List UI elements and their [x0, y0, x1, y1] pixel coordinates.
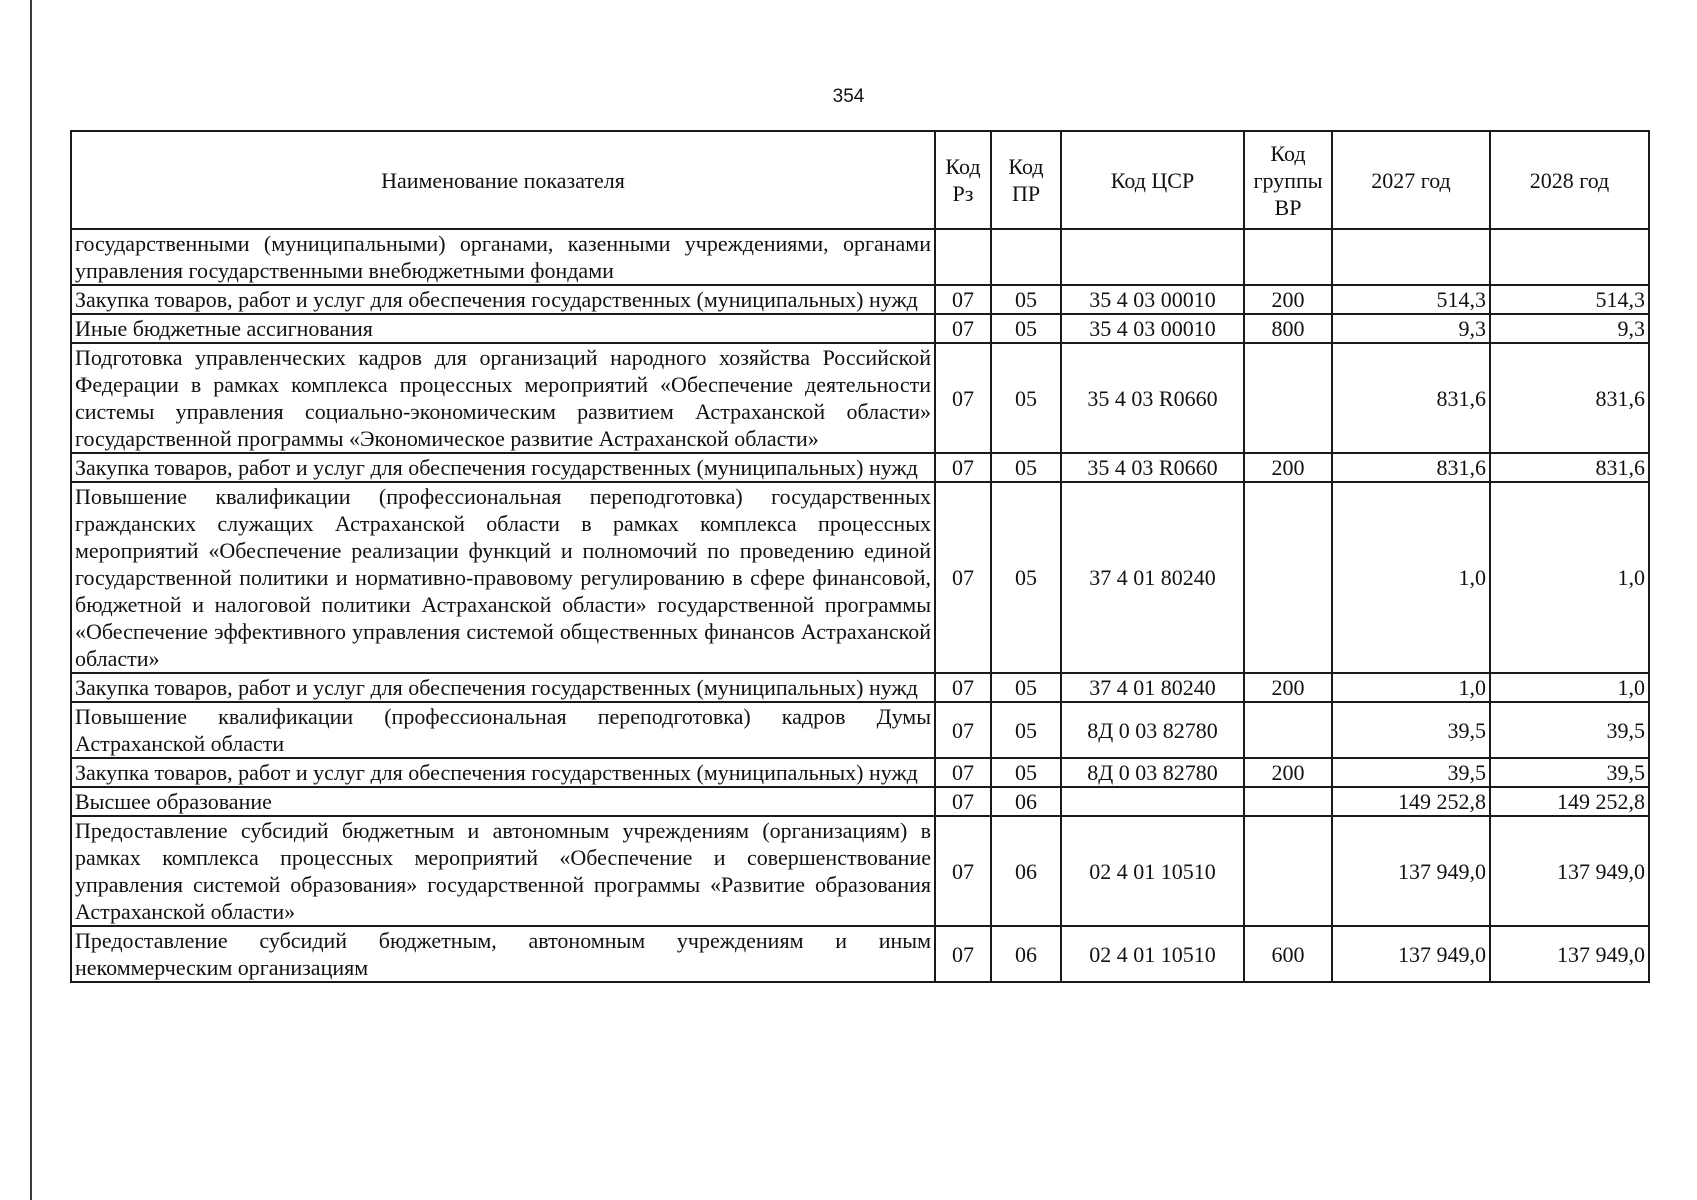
cell-rz: 07 — [935, 285, 991, 314]
budget-table — [70, 130, 1650, 983]
cell-csr: 37 4 01 80240 — [1061, 673, 1244, 702]
cell-vr: 200 — [1244, 758, 1332, 787]
cell-2028: 149 252,8 — [1490, 787, 1649, 816]
cell-csr: 35 4 03 00010 — [1061, 314, 1244, 343]
cell-2028: 9,3 — [1490, 314, 1649, 343]
cell-name: Подготовка управленческих кадров для организаций народного хозяйства Российской Федерации в рамках комплекса процессных мероприятий «Обеспечение деятельности системы управления социально-экономическим развитием Астраханской области» государственной программы «Экономическое развитие Астраханской области» — [71, 343, 935, 453]
table-header-row — [71, 131, 1649, 229]
cell-vr: 200 — [1244, 453, 1332, 482]
table-row — [71, 343, 1649, 453]
cell-rz: 07 — [935, 314, 991, 343]
cell-rz: 07 — [935, 787, 991, 816]
cell-pr: 06 — [991, 816, 1061, 926]
cell-2028: 137 949,0 — [1490, 816, 1649, 926]
cell-csr: 02 4 01 10510 — [1061, 926, 1244, 982]
cell-vr — [1244, 816, 1332, 926]
cell-csr: 37 4 01 80240 — [1061, 482, 1244, 673]
cell-name: Повышение квалификации (профессиональная переподготовка) государственных гражданских служащих Астраханской области в рамках комплекса процессных мероприятий «Обеспечение реализации функций и полномочий по проведению единой государственной политики и нормативно-правовому регулированию в сфере финансовой, бюджетной и налоговой политики Астраханской области» государственной программы «Обеспечение эффективного управления системой общественных финансов Астраханской области» — [71, 482, 935, 673]
table-row — [71, 702, 1649, 758]
scan-edge-line — [30, 0, 32, 1200]
cell-pr: 05 — [991, 673, 1061, 702]
table-row — [71, 229, 1649, 285]
header-csr: Код ЦСР — [1061, 131, 1244, 229]
table-row — [71, 758, 1649, 787]
cell-name: Предоставление субсидий бюджетным и автономным учреждениям (организациям) в рамках комплекса процессных мероприятий «Обеспечение и совершенствование управления системой образования» государственной программы «Развитие образования Астраханской области» — [71, 816, 935, 926]
table-row — [71, 482, 1649, 673]
cell-2027: 137 949,0 — [1332, 926, 1490, 982]
cell-2028 — [1490, 229, 1649, 285]
cell-csr: 02 4 01 10510 — [1061, 816, 1244, 926]
cell-pr: 05 — [991, 482, 1061, 673]
cell-2027: 514,3 — [1332, 285, 1490, 314]
cell-rz: 07 — [935, 453, 991, 482]
cell-2028: 1,0 — [1490, 673, 1649, 702]
cell-name: государственными (муниципальными) органами, казенными учреждениями, органами управления государственными внебюджетными фондами — [71, 229, 935, 285]
table-row — [71, 926, 1649, 982]
cell-name: Предоставление субсидий бюджетным, автономным учреждениям и иным некоммерческим организациям — [71, 926, 935, 982]
cell-2028: 831,6 — [1490, 343, 1649, 453]
cell-name: Закупка товаров, работ и услуг для обеспечения государственных (муниципальных) нужд — [71, 453, 935, 482]
table-row — [71, 453, 1649, 482]
cell-2028: 514,3 — [1490, 285, 1649, 314]
cell-pr: 05 — [991, 453, 1061, 482]
header-2027: 2027 год — [1332, 131, 1490, 229]
cell-vr — [1244, 787, 1332, 816]
header-pr: Код ПР — [991, 131, 1061, 229]
cell-rz: 07 — [935, 673, 991, 702]
cell-2028: 39,5 — [1490, 758, 1649, 787]
cell-pr: 05 — [991, 702, 1061, 758]
cell-rz: 07 — [935, 926, 991, 982]
table-row — [71, 787, 1649, 816]
cell-vr: 200 — [1244, 673, 1332, 702]
cell-2027: 149 252,8 — [1332, 787, 1490, 816]
cell-2027: 9,3 — [1332, 314, 1490, 343]
cell-pr: 06 — [991, 787, 1061, 816]
cell-2027 — [1332, 229, 1490, 285]
cell-name: Высшее образование — [71, 787, 935, 816]
cell-vr: 600 — [1244, 926, 1332, 982]
cell-2027: 137 949,0 — [1332, 816, 1490, 926]
cell-vr: 200 — [1244, 285, 1332, 314]
cell-2027: 831,6 — [1332, 343, 1490, 453]
cell-csr: 35 4 03 R0660 — [1061, 453, 1244, 482]
cell-vr — [1244, 229, 1332, 285]
cell-name: Закупка товаров, работ и услуг для обеспечения государственных (муниципальных) нужд — [71, 673, 935, 702]
cell-csr — [1061, 229, 1244, 285]
cell-name: Иные бюджетные ассигнования — [71, 314, 935, 343]
cell-csr: 35 4 03 00010 — [1061, 285, 1244, 314]
table-row — [71, 285, 1649, 314]
header-name: Наименование показателя — [71, 131, 935, 229]
cell-rz: 07 — [935, 343, 991, 453]
table-row — [71, 673, 1649, 702]
table-row — [71, 816, 1649, 926]
cell-csr: 35 4 03 R0660 — [1061, 343, 1244, 453]
table-row — [71, 314, 1649, 343]
cell-rz: 07 — [935, 702, 991, 758]
cell-pr: 05 — [991, 314, 1061, 343]
cell-name: Закупка товаров, работ и услуг для обеспечения государственных (муниципальных) нужд — [71, 285, 935, 314]
cell-rz: 07 — [935, 482, 991, 673]
cell-vr — [1244, 702, 1332, 758]
cell-2027: 39,5 — [1332, 702, 1490, 758]
cell-csr: 8Д 0 03 82780 — [1061, 702, 1244, 758]
cell-pr: 05 — [991, 758, 1061, 787]
cell-csr: 8Д 0 03 82780 — [1061, 758, 1244, 787]
cell-2027: 1,0 — [1332, 673, 1490, 702]
cell-pr: 06 — [991, 926, 1061, 982]
cell-name: Повышение квалификации (профессиональная переподготовка) кадров Думы Астраханской области — [71, 702, 935, 758]
cell-vr — [1244, 482, 1332, 673]
cell-rz: 07 — [935, 816, 991, 926]
header-vr: Код группы ВР — [1244, 131, 1332, 229]
cell-csr — [1061, 787, 1244, 816]
cell-pr: 05 — [991, 285, 1061, 314]
page-number: 354 — [832, 86, 865, 107]
cell-2027: 39,5 — [1332, 758, 1490, 787]
cell-2028: 831,6 — [1490, 453, 1649, 482]
cell-pr: 05 — [991, 343, 1061, 453]
cell-rz — [935, 229, 991, 285]
header-2028: 2028 год — [1490, 131, 1649, 229]
cell-2028: 1,0 — [1490, 482, 1649, 673]
cell-vr — [1244, 343, 1332, 453]
header-rz: Код Рз — [935, 131, 991, 229]
cell-2028: 39,5 — [1490, 702, 1649, 758]
cell-name: Закупка товаров, работ и услуг для обеспечения государственных (муниципальных) нужд — [71, 758, 935, 787]
cell-pr — [991, 229, 1061, 285]
cell-rz: 07 — [935, 758, 991, 787]
cell-2028: 137 949,0 — [1490, 926, 1649, 982]
cell-2027: 1,0 — [1332, 482, 1490, 673]
cell-vr: 800 — [1244, 314, 1332, 343]
cell-2027: 831,6 — [1332, 453, 1490, 482]
